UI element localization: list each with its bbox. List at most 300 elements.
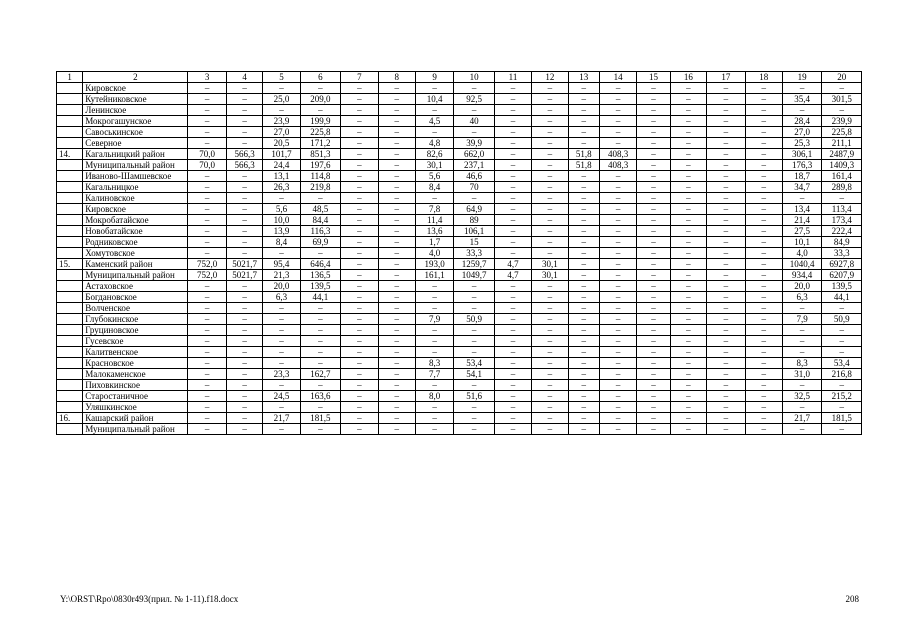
table-cell: – — [263, 336, 300, 347]
table-cell: – — [707, 215, 745, 226]
table-cell: – — [188, 413, 226, 424]
row-index — [57, 347, 83, 358]
table-cell: 289,8 — [822, 182, 862, 193]
table-cell: – — [822, 336, 862, 347]
table-cell: – — [568, 138, 599, 149]
data-table — [56, 71, 862, 435]
table-cell: – — [378, 149, 415, 160]
table-cell: – — [341, 369, 378, 380]
table-cell: – — [454, 336, 494, 347]
table-cell: 225,8 — [300, 127, 340, 138]
table-cell: – — [599, 193, 636, 204]
table-cell: 30,1 — [532, 259, 568, 270]
table-row — [57, 215, 862, 226]
table-cell: – — [670, 204, 706, 215]
row-name: Муниципальный район — [83, 160, 188, 171]
table-cell: – — [745, 127, 782, 138]
table-cell: – — [637, 424, 670, 435]
table-cell: – — [822, 424, 862, 435]
row-index — [57, 314, 83, 325]
table-cell: – — [599, 358, 636, 369]
table-cell: – — [454, 292, 494, 303]
table-cell: – — [263, 314, 300, 325]
table-cell: – — [745, 193, 782, 204]
column-header: 8 — [378, 72, 415, 83]
table-row — [57, 292, 862, 303]
table-cell: – — [745, 358, 782, 369]
table-cell: – — [637, 248, 670, 259]
table-cell: – — [822, 347, 862, 358]
table-cell: – — [637, 83, 670, 94]
table-row — [57, 94, 862, 105]
table-cell: – — [637, 215, 670, 226]
table-cell: 4,0 — [782, 248, 821, 259]
table-cell: 301,5 — [822, 94, 862, 105]
table-cell: – — [568, 193, 599, 204]
table-cell: 113,4 — [822, 204, 862, 215]
table-cell: – — [415, 336, 453, 347]
table-cell: – — [707, 237, 745, 248]
table-cell: 11,4 — [415, 215, 453, 226]
table-cell: 51,8 — [568, 160, 599, 171]
table-cell: – — [568, 380, 599, 391]
column-header: 14 — [599, 72, 636, 83]
table-row — [57, 237, 862, 248]
table-cell: 197,6 — [300, 160, 340, 171]
table-cell: 1259,7 — [454, 259, 494, 270]
table-cell: – — [378, 336, 415, 347]
table-cell: – — [494, 127, 531, 138]
table-cell: – — [532, 215, 568, 226]
table-cell: – — [599, 204, 636, 215]
table-cell: – — [745, 248, 782, 259]
table-cell: – — [637, 303, 670, 314]
row-index — [57, 193, 83, 204]
row-name: Ленинское — [83, 105, 188, 116]
table-cell: – — [568, 215, 599, 226]
column-header: 9 — [415, 72, 453, 83]
table-cell: – — [415, 127, 453, 138]
table-cell: – — [707, 204, 745, 215]
table-cell: – — [263, 424, 300, 435]
table-row — [57, 424, 862, 435]
table-cell: – — [599, 369, 636, 380]
table-cell: 44,1 — [300, 292, 340, 303]
table-cell: – — [670, 314, 706, 325]
table-cell: 163,6 — [300, 391, 340, 402]
table-cell: 162,7 — [300, 369, 340, 380]
table-cell: – — [300, 83, 340, 94]
table-row — [57, 336, 862, 347]
table-cell: – — [599, 83, 636, 94]
table-cell: 4,7 — [494, 270, 531, 281]
table-cell: – — [637, 281, 670, 292]
table-cell: – — [568, 303, 599, 314]
table-cell: – — [599, 347, 636, 358]
table-cell: – — [300, 347, 340, 358]
table-cell: – — [188, 303, 226, 314]
table-cell: 408,3 — [599, 160, 636, 171]
row-name: Каменский район — [83, 259, 188, 270]
table-cell: – — [378, 358, 415, 369]
table-row — [57, 391, 862, 402]
table-cell: 1049,7 — [454, 270, 494, 281]
table-cell: – — [300, 380, 340, 391]
row-name: Красновское — [83, 358, 188, 369]
row-index — [57, 83, 83, 94]
table-cell: – — [226, 358, 262, 369]
table-cell: – — [707, 391, 745, 402]
table-cell: – — [494, 94, 531, 105]
column-header: 13 — [568, 72, 599, 83]
table-cell: – — [188, 94, 226, 105]
table-cell: – — [454, 83, 494, 94]
table-cell: 4,8 — [415, 138, 453, 149]
table-cell: – — [415, 303, 453, 314]
table-cell: – — [637, 116, 670, 127]
row-index — [57, 303, 83, 314]
column-header: 15 — [637, 72, 670, 83]
table-cell: – — [263, 83, 300, 94]
table-cell: – — [494, 116, 531, 127]
table-cell: – — [341, 248, 378, 259]
table-cell: 21,4 — [782, 215, 821, 226]
table-cell: – — [745, 204, 782, 215]
table-cell: – — [745, 314, 782, 325]
table-cell: – — [599, 171, 636, 182]
table-cell: – — [707, 193, 745, 204]
table-cell: – — [532, 380, 568, 391]
table-cell: – — [599, 325, 636, 336]
table-row — [57, 413, 862, 424]
table-cell: – — [637, 336, 670, 347]
table-cell: – — [188, 358, 226, 369]
table-cell: – — [822, 325, 862, 336]
table-cell: – — [707, 380, 745, 391]
table-cell: – — [568, 314, 599, 325]
table-cell: 70,0 — [188, 149, 226, 160]
table-cell: – — [532, 171, 568, 182]
table-cell: – — [494, 380, 531, 391]
table-cell: – — [532, 413, 568, 424]
table-cell: – — [637, 94, 670, 105]
table-cell: – — [670, 270, 706, 281]
table-cell: – — [226, 237, 262, 248]
table-row — [57, 226, 862, 237]
table-cell: – — [745, 325, 782, 336]
table-row — [57, 402, 862, 413]
table-cell: – — [745, 171, 782, 182]
table-cell: – — [532, 116, 568, 127]
table-cell: – — [341, 204, 378, 215]
table-cell: – — [707, 259, 745, 270]
table-cell: – — [378, 369, 415, 380]
table-cell: – — [568, 105, 599, 116]
table-cell: – — [378, 182, 415, 193]
table-cell: 20,0 — [263, 281, 300, 292]
table-cell: – — [378, 193, 415, 204]
table-cell: – — [226, 347, 262, 358]
table-cell: – — [637, 369, 670, 380]
row-name: Савоськинское — [83, 127, 188, 138]
table-cell: – — [226, 226, 262, 237]
table-cell: – — [745, 259, 782, 270]
table-cell: – — [532, 204, 568, 215]
table-cell: – — [300, 424, 340, 435]
table-cell: – — [300, 248, 340, 259]
table-cell: – — [599, 116, 636, 127]
table-cell: – — [532, 402, 568, 413]
column-header: 5 — [263, 72, 300, 83]
table-cell: 171,2 — [300, 138, 340, 149]
table-cell: 116,3 — [300, 226, 340, 237]
table-cell: – — [599, 94, 636, 105]
table-cell: 8,4 — [263, 237, 300, 248]
table-cell: – — [707, 369, 745, 380]
table-row — [57, 182, 862, 193]
table-cell: 181,5 — [300, 413, 340, 424]
row-name: Кировское — [83, 204, 188, 215]
row-index: 15. — [57, 259, 83, 270]
table-cell: 8,0 — [415, 391, 453, 402]
table-cell: – — [415, 292, 453, 303]
table-cell: 23,3 — [263, 369, 300, 380]
table-cell: – — [745, 226, 782, 237]
row-name: Малокаменское — [83, 369, 188, 380]
table-cell: – — [568, 292, 599, 303]
table-cell: – — [670, 358, 706, 369]
table-cell: 193,0 — [415, 259, 453, 270]
column-header: 6 — [300, 72, 340, 83]
table-cell: – — [637, 314, 670, 325]
table-cell: – — [670, 149, 706, 160]
table-cell: – — [637, 160, 670, 171]
table-cell: 13,4 — [782, 204, 821, 215]
footer-file-path: Y:\ORST\Rpo\0830r493(прил. № 1-11).f18.docx — [60, 594, 239, 604]
table-cell: 209,0 — [300, 94, 340, 105]
table-cell: – — [263, 358, 300, 369]
table-cell: 27,5 — [782, 226, 821, 237]
table-cell: – — [532, 138, 568, 149]
table-cell: – — [637, 259, 670, 270]
table-cell: – — [226, 325, 262, 336]
table-cell: – — [378, 138, 415, 149]
table-cell: – — [532, 127, 568, 138]
table-cell: 30,1 — [532, 270, 568, 281]
table-cell: 5021,7 — [226, 259, 262, 270]
table-cell: 199,9 — [300, 116, 340, 127]
table-cell: 51,8 — [568, 149, 599, 160]
row-name: Глубокинское — [83, 314, 188, 325]
table-cell: – — [188, 138, 226, 149]
row-index — [57, 116, 83, 127]
table-cell: 23,9 — [263, 116, 300, 127]
table-row — [57, 248, 862, 259]
table-cell: – — [568, 226, 599, 237]
table-cell: 21,7 — [782, 413, 821, 424]
table-cell: – — [415, 325, 453, 336]
table-cell: 44,1 — [822, 292, 862, 303]
table-cell: – — [226, 413, 262, 424]
table-cell: 4,7 — [494, 259, 531, 270]
column-header: 10 — [454, 72, 494, 83]
table-cell: – — [415, 413, 453, 424]
table-cell: – — [188, 347, 226, 358]
table-row — [57, 314, 862, 325]
table-cell: 13,1 — [263, 171, 300, 182]
table-cell: – — [782, 424, 821, 435]
table-cell: – — [599, 138, 636, 149]
table-cell: – — [494, 424, 531, 435]
table-cell: – — [188, 237, 226, 248]
table-cell: – — [745, 83, 782, 94]
table-cell: – — [226, 127, 262, 138]
column-header: 7 — [341, 72, 378, 83]
table-cell: – — [226, 105, 262, 116]
table-cell: 92,5 — [454, 94, 494, 105]
table-cell: – — [599, 391, 636, 402]
table-cell: 53,4 — [822, 358, 862, 369]
table-cell: – — [745, 149, 782, 160]
row-name: Кагальницкое — [83, 182, 188, 193]
table-cell: 95,4 — [263, 259, 300, 270]
table-cell: – — [226, 424, 262, 435]
table-cell: – — [707, 182, 745, 193]
table-cell: – — [226, 303, 262, 314]
table-cell: – — [568, 182, 599, 193]
table-cell: 6,3 — [782, 292, 821, 303]
table-cell: – — [745, 116, 782, 127]
table-cell: – — [637, 226, 670, 237]
table-cell: – — [707, 413, 745, 424]
table-cell: – — [670, 160, 706, 171]
table-cell: 566,3 — [226, 160, 262, 171]
table-cell: – — [494, 292, 531, 303]
table-cell: 136,5 — [300, 270, 340, 281]
table-cell: 84,9 — [822, 237, 862, 248]
row-index: 16. — [57, 413, 83, 424]
table-cell: – — [378, 281, 415, 292]
table-cell: – — [670, 94, 706, 105]
table-cell: – — [263, 402, 300, 413]
table-cell: – — [341, 402, 378, 413]
table-cell: – — [637, 391, 670, 402]
table-cell: – — [341, 358, 378, 369]
table-cell: – — [599, 413, 636, 424]
table-cell: – — [782, 325, 821, 336]
table-cell: 10,4 — [415, 94, 453, 105]
row-index — [57, 248, 83, 259]
row-index — [57, 171, 83, 182]
column-header: 1 — [57, 72, 83, 83]
table-cell: – — [188, 424, 226, 435]
table-cell: – — [188, 193, 226, 204]
row-name: Калитвенское — [83, 347, 188, 358]
table-cell: – — [599, 292, 636, 303]
table-cell: – — [599, 270, 636, 281]
table-cell: – — [532, 369, 568, 380]
table-cell: – — [670, 171, 706, 182]
table-cell: – — [670, 402, 706, 413]
table-cell: – — [494, 149, 531, 160]
table-cell: – — [568, 281, 599, 292]
table-cell: – — [782, 402, 821, 413]
table-row — [57, 369, 862, 380]
table-cell: – — [670, 347, 706, 358]
table-cell: 181,5 — [822, 413, 862, 424]
table-cell: – — [341, 226, 378, 237]
table-cell: – — [568, 204, 599, 215]
table-cell: – — [341, 292, 378, 303]
table-cell: – — [378, 292, 415, 303]
row-index — [57, 424, 83, 435]
table-row — [57, 325, 862, 336]
table-cell: – — [415, 105, 453, 116]
row-name: Хомутовское — [83, 248, 188, 259]
table-cell: – — [454, 105, 494, 116]
row-name: Иваново-Шамшевское — [83, 171, 188, 182]
column-header: 16 — [670, 72, 706, 83]
row-name: Северное — [83, 138, 188, 149]
table-cell: – — [378, 380, 415, 391]
table-cell: – — [745, 281, 782, 292]
table-cell: 25,0 — [263, 94, 300, 105]
table-cell: – — [532, 94, 568, 105]
table-cell: – — [188, 116, 226, 127]
table-cell: – — [822, 105, 862, 116]
table-cell: – — [670, 127, 706, 138]
table-cell: – — [300, 193, 340, 204]
table-cell: 216,8 — [822, 369, 862, 380]
table-cell: – — [782, 193, 821, 204]
table-cell: – — [532, 160, 568, 171]
table-cell: – — [226, 336, 262, 347]
table-cell: 6207,9 — [822, 270, 862, 281]
table-cell: – — [707, 424, 745, 435]
table-cell: – — [599, 226, 636, 237]
table-cell: – — [378, 325, 415, 336]
table-cell: – — [599, 248, 636, 259]
table-cell: – — [745, 270, 782, 281]
table-cell: – — [670, 83, 706, 94]
table-cell: – — [378, 424, 415, 435]
table-cell: – — [637, 204, 670, 215]
table-cell: – — [707, 83, 745, 94]
row-index — [57, 292, 83, 303]
table-cell: 89 — [454, 215, 494, 226]
table-cell: – — [226, 138, 262, 149]
table-cell: – — [782, 303, 821, 314]
table-cell: 5,6 — [263, 204, 300, 215]
table-cell: – — [494, 336, 531, 347]
table-cell: 8,4 — [415, 182, 453, 193]
table-cell: – — [599, 303, 636, 314]
table-cell: – — [341, 270, 378, 281]
table-cell: – — [454, 347, 494, 358]
table-row — [57, 204, 862, 215]
table-cell: – — [494, 303, 531, 314]
table-cell: – — [226, 204, 262, 215]
table-cell: – — [226, 248, 262, 259]
table-cell: – — [782, 347, 821, 358]
table-cell: – — [300, 325, 340, 336]
table-cell: – — [670, 380, 706, 391]
table-cell: – — [494, 83, 531, 94]
table-cell: – — [494, 182, 531, 193]
table-cell: – — [568, 248, 599, 259]
table-cell: – — [226, 83, 262, 94]
table-cell: – — [378, 105, 415, 116]
